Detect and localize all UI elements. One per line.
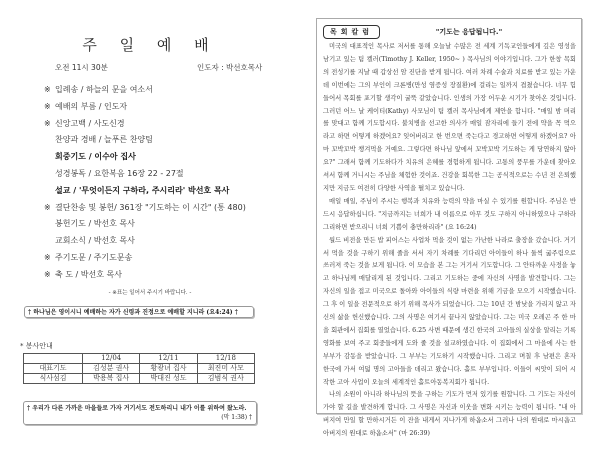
worship-item [44, 151, 136, 162]
column-paragraph: 월드 비전을 만든 밥 피어스는 사업차 먹을 것이 없는 가난한 나라로 출장을 갔습니다. 거기서 먹을 것을 구하기 위해 줄을 서서 자기 차례를 기다리던 아이들이 하나 둘씩 굶주림으로 쓰러져 죽는 것을 보게 됩니다. 이 모습을 본 그는 거기서 기도합니다. 그 안타까운 사정을 놓고 하나님께 매달리게 된 것입니다. 그리고 기도하는 중에 자신의 사명을 발견합니다. 그는 자신의 일을 접고 미국으로 돌아와 아이들의 식량 마련을 위해 기금을 모으기 시작했습니다. 그 후 이 일을 전문적으로 하기 위해 목사가 되었습니다. 그는 10년 간 밤낮을 가리지 않고 자신의 삶을 헌신했습니다. 그의 사명은 여기서 끝나지 않았습니다. 그는 미국 오레곤 주 한 마을 회관에서 집회를 열었습니다. 6.25 사변 때문에 생긴 한국의 고아들의 실상을 알리는 기록 영화를 보여 주고 회중들에게 도와 줄 것을 설교하였습니다. 이 집회에서 그 마을에 사는 한 부부가 감동을 받았습니다. 그 부부는 기도하기 시작했습니다. 그리고 며칠 후 남편은 혼자 한국에 가서 여덟 명의 고아들을 데리고 왔습니다. 홀트 부부입니다. 이들이 씨앗이 되어 시작한 고아 사업이 오늘의 세계적인 홀트아동복지회가 됩니다. [323, 236, 577, 386]
column-tag: 목회칼럼 [323, 25, 380, 39]
service-table [23, 353, 255, 384]
worship-item [44, 168, 184, 179]
worship-item-text: 봉헌기도 / 박선호 목사 [55, 219, 135, 229]
standing-mark: ※ [44, 269, 51, 279]
name-cell: 박용복 집사 [83, 374, 140, 384]
worship-item-text: 회중기도 / 이수아 집사 [55, 152, 136, 162]
service-heading: * 봉사안내 [20, 342, 53, 350]
worship-item-text: 교회소식 / 박선호 목사 [55, 236, 135, 246]
header-cell-date: 12/04 [83, 354, 140, 364]
role-cell: 대표기도 [24, 364, 83, 374]
worship-verse-box [24, 306, 254, 318]
table-row [24, 374, 255, 384]
column-paragraph: 매일 매일, 주님이 주시는 행복과 치유와 능력의 약을 마실 수 있기를 원합니다. 주님은 반드시 응답하십니다. "지금까지는 너희가 내 이름으로 아무 것도 구하지 아니하였으나 구하라 그리하면 받으리니 너희 기쁨이 충만하리라" (요 16:24) [323, 197, 576, 231]
header-cell-date: 12/11 [140, 354, 197, 364]
worship-item-text: 결단찬송 및 봉헌/ 361장 "기도하는 이 시간" (통 480) [55, 202, 246, 212]
worship-item-text: 신앙고백 / 사도신경 [55, 118, 125, 128]
name-cell: 박대진 성도 [140, 374, 197, 384]
column-paragraph: 나의 소원이 아니라 하나님의 뜻을 구하는 기도가 먼저 있기를 원합니다. 그 기도는 자신이 가야 할 길을 발견하게 합니다. 그 사명은 자신과 이웃을 변화 시키는 능력이 됩니다. "내 아버지여 만일 할 만하시거든 이 잔을 내게서 지나가게 하옵소서 그러나 나의 원대로 마시옵고 아버지의 원대로 하옵소서" (마 26:39) [323, 391, 576, 438]
name-cell: 최진미 사모 [197, 364, 254, 374]
pastor-column [316, 18, 582, 438]
table-header-row [24, 354, 255, 364]
name-cell: 황광녀 집사 [140, 364, 197, 374]
worship-leader: 인도자 : 박선호목사 [197, 63, 263, 72]
standing-mark: ※ [44, 202, 51, 212]
worship-item [44, 134, 153, 145]
worship-verse: † 하나님은 영이시니 예배하는 자가 신령과 진정으로 예배할 지니라 (요4:24) † [28, 309, 238, 316]
worship-item-text: 찬양과 경배 / 늘푸른 찬양팀 [55, 135, 153, 145]
worship-item-text: 예배의 부름 / 인도자 [55, 101, 128, 111]
role-cell: 식사섬김 [24, 374, 83, 384]
table-row [24, 364, 255, 374]
worship-item [44, 185, 229, 196]
standing-mark: ※ [44, 85, 51, 94]
worship-item [44, 101, 127, 112]
worship-item [44, 269, 122, 280]
worship-item [44, 84, 153, 95]
name-cell: 김범식 권사 [197, 374, 254, 384]
worship-time: 오전 11시 30분 [55, 63, 108, 72]
worship-item [44, 118, 125, 129]
standing-note: - ※표는 일어서 주시기 바랍니다. - [108, 290, 192, 296]
standing-mark: ※ [44, 101, 51, 111]
worship-item-text: 주기도문 / 주기도문송 [55, 253, 133, 262]
header-cell-date: 12/18 [197, 354, 254, 364]
bottom-verse-text: † 우리가 다른 가까운 마을들로 가자 거기서도 전도하리니 내가 이를 위하여 왔노라. [27, 405, 247, 412]
standing-mark: ※ [44, 253, 51, 262]
worship-item [44, 252, 132, 263]
worship-item-text: 입례송 / 하늘의 문을 여소서 [55, 85, 153, 94]
standing-mark: ※ [44, 118, 51, 128]
worship-item-text: 축 도 / 박선호 목사 [55, 269, 122, 279]
column-paragraph: 미국의 대표적인 목사로 저서를 통해 오늘날 수많은 전 세계 기독교인들에게 깊은 영성을 남기고 있는 팀 켈러(Timothy J. Keller, 1950~ ) 목사님의 이야기입니다. 그가 한창 목회의 전성기를 지날 때 갑상선 암 진단을 받게 됩니다. 여러 차례 수술과 치료를 받고 있는 가운데 이번에는 그의 부인이 크론병(만성 염증성 장질환)에 걸리는 일까지 겹쳤습니다. 너무 힘들어서 목회를 포기할 생각이 굴뚝 같았습니다. 인생의 가장 어두운 시기가 찾아온 것입니다. 그러던 어느 날 케이티(Kathy) 사모님이 팀 켈러 목사님에게 제안을 합니다. "매일 밤 머리를 맞대고 함께 기도합시다. 불치병을 선고한 의사가 매일 잠자리에 들기 전에 약을 꼭 먹으라고 하면 어떻게 하겠어요? 잊어버리고 한 번으면 죽는다고 경고하면 어떻게 하겠어요? 아마 꼬박꼬박 챙겨먹을 거예요. 그렇다면 하나님 앞에서 꼬박꼬박 기도하는 게 당연하지 않아요?" 그래서 함께 기도하다가 치유의 은혜를 경험하게 됩니다. 고통의 풍무를 가운데 찾아오셔서 함께 거니시는 주님을 체험한 것이죠. 건강을 회복한 그는 공식적으로는 수년 전 은퇴했지만 지금도 여전히 다양한 사역을 펼치고 있습니다. [323, 43, 576, 192]
header-cell-empty [24, 354, 83, 364]
column-title: "기도는 응답됩니다." [435, 28, 503, 36]
worship-item [44, 202, 246, 213]
bottom-verse-ref: (막 1:38) † [221, 414, 252, 421]
worship-item [44, 235, 135, 246]
bottom-verse-box [23, 401, 257, 425]
worship-title: 주 일 예 배 [82, 36, 218, 54]
worship-item-text: 성경봉독 / 요한복음 16장 22 - 27절 [55, 169, 184, 178]
worship-item-text: 설교 / '무엇이든지 구하라, 주시리라' 박선호 목사 [55, 185, 230, 195]
name-cell: 김성분 권사 [83, 364, 140, 374]
column-body [323, 41, 576, 441]
worship-item [44, 218, 135, 229]
